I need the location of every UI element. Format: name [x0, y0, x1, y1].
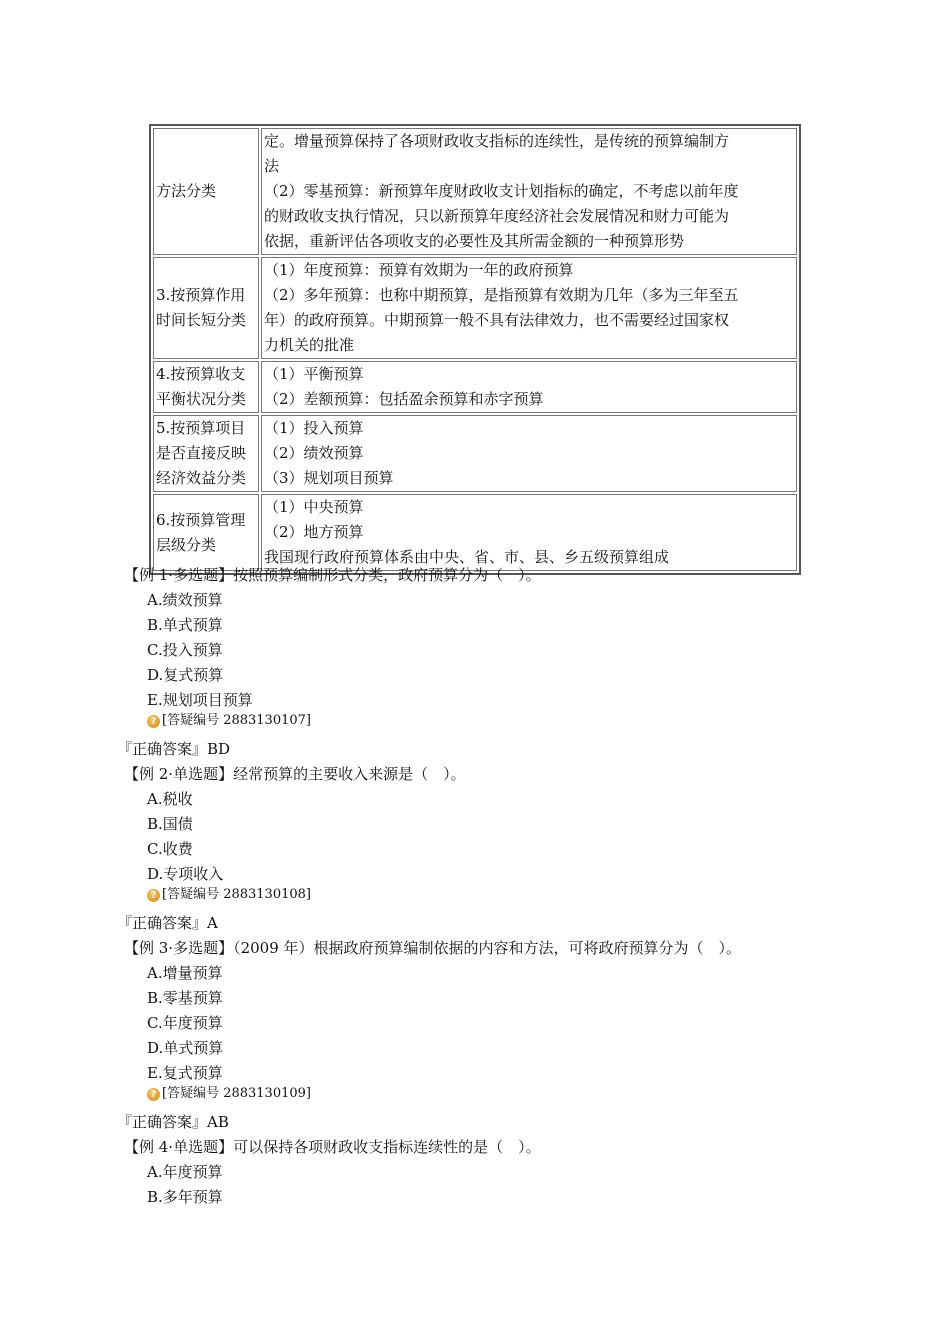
- content-line: 力机关的批准: [264, 336, 355, 354]
- table-row: [153, 128, 797, 255]
- content-cell: [261, 494, 797, 571]
- category-line: 4.按预算收支: [156, 365, 246, 383]
- category-cell: [153, 257, 259, 359]
- question-3-answer: 『正确答案』AB: [117, 1113, 229, 1131]
- option: C.年度预算: [147, 1014, 223, 1032]
- category-cell: [153, 361, 259, 413]
- category-line: 经济效益分类: [156, 469, 247, 487]
- content-line: （3）规划项目预算: [264, 469, 394, 487]
- content-line: 定。增量预算保持了各项财政收支指标的连续性，是传统的预算编制方: [264, 132, 730, 150]
- question-1-prompt: 【例 1·多选题】按照预算编制形式分类，政府预算分为（ ）。: [124, 566, 541, 584]
- content-line: 法: [264, 157, 280, 175]
- option: B.零基预算: [147, 989, 223, 1007]
- question-4-prompt: 【例 4·单选题】可以保持各项财政收支指标连续性的是（ ）。: [124, 1138, 541, 1156]
- category-line: 方法分类: [156, 182, 217, 200]
- content-line: 年）的政府预算。中期预算一般不具有法律效力，也不需要经过国家权: [264, 311, 730, 329]
- content-line: （1）年度预算：预算有效期为一年的政府预算: [264, 261, 574, 279]
- content-line: （2）差额预算：包括盈余预算和赤字预算: [264, 390, 544, 408]
- table-row: [153, 415, 797, 492]
- content-line: （2）多年预算：也称中期预算，是指预算有效期为几年（多为三年至五: [264, 286, 739, 304]
- content-cell: [261, 128, 797, 255]
- option: D.复式预算: [147, 666, 224, 684]
- option: B.单式预算: [147, 616, 223, 634]
- category-line: 平衡状况分类: [156, 390, 247, 408]
- option: E.规划项目预算: [147, 691, 253, 709]
- question-1-answer: 『正确答案』BD: [117, 740, 231, 758]
- question-1-options: [147, 588, 253, 713]
- category-line: 6.按预算管理: [156, 510, 246, 529]
- category-line: 时间长短分类: [156, 311, 247, 329]
- question-1-ref[interactable]: [147, 711, 311, 731]
- table-row: [153, 257, 797, 359]
- content-line: （2）地方预算: [264, 523, 364, 541]
- question-3-ref[interactable]: [147, 1084, 311, 1104]
- content-line: 的财政收支执行情况，只以新预算年度经济社会发展情况和财力可能为: [264, 207, 730, 225]
- category-line: 是否直接反映: [156, 444, 247, 462]
- option: A.年度预算: [147, 1163, 223, 1181]
- ref-label: [答疑编号 2883130108]: [162, 887, 311, 902]
- question-2-options: [147, 787, 223, 887]
- category-cell: [153, 494, 259, 571]
- question-mark-icon: ?: [147, 715, 160, 728]
- content-cell: [261, 415, 797, 492]
- category-line: 层级分类: [156, 535, 217, 554]
- option: A.绩效预算: [147, 591, 223, 609]
- category-line: 3.按预算作用: [156, 286, 246, 304]
- option: D.单式预算: [147, 1039, 224, 1057]
- content-line: 我国现行政府预算体系由中央、省、市、县、乡五级预算组成: [264, 548, 670, 566]
- content-line: （1）投入预算: [264, 419, 364, 437]
- table-row: [153, 361, 797, 413]
- content-line: （2）绩效预算: [264, 444, 364, 462]
- question-mark-icon: ?: [147, 889, 160, 902]
- budget-classification-table: [149, 124, 801, 575]
- content-line: （2）零基预算：新预算年度财政收支计划指标的确定，不考虑以前年度: [264, 182, 739, 200]
- option: C.投入预算: [147, 641, 223, 659]
- option: B.多年预算: [147, 1188, 223, 1206]
- option: B.国债: [147, 815, 193, 833]
- question-2-prompt: 【例 2·单选题】经常预算的主要收入来源是（ ）。: [124, 765, 466, 783]
- category-cell: [153, 128, 259, 255]
- option: A.增量预算: [147, 964, 223, 982]
- content-line: 依据，重新评估各项收支的必要性及其所需金额的一种预算形势: [264, 232, 685, 250]
- ref-label: [答疑编号 2883130109]: [162, 1086, 311, 1101]
- question-3-prompt: 【例 3·多选题】（2009 年）根据政府预算编制依据的内容和方法，可将政府预算分为（ ）。: [124, 939, 742, 957]
- ref-label: [答疑编号 2883130107]: [162, 713, 311, 728]
- question-3-options: [147, 961, 223, 1086]
- category-line: 5.按预算项目: [156, 419, 246, 437]
- option: A.税收: [147, 790, 193, 808]
- question-4-options: [147, 1160, 223, 1210]
- category-cell: [153, 415, 259, 492]
- option: D.专项收入: [147, 865, 224, 883]
- content-cell: [261, 257, 797, 359]
- option: C.收费: [147, 840, 193, 858]
- table-row: [153, 494, 797, 571]
- question-2-ref[interactable]: [147, 885, 311, 905]
- question-mark-icon: ?: [147, 1088, 160, 1101]
- content-cell: [261, 361, 797, 413]
- content-line: （1）平衡预算: [264, 365, 364, 383]
- option: E.复式预算: [147, 1064, 223, 1082]
- question-2-answer: 『正确答案』A: [117, 914, 218, 932]
- content-line: （1）中央预算: [264, 498, 364, 516]
